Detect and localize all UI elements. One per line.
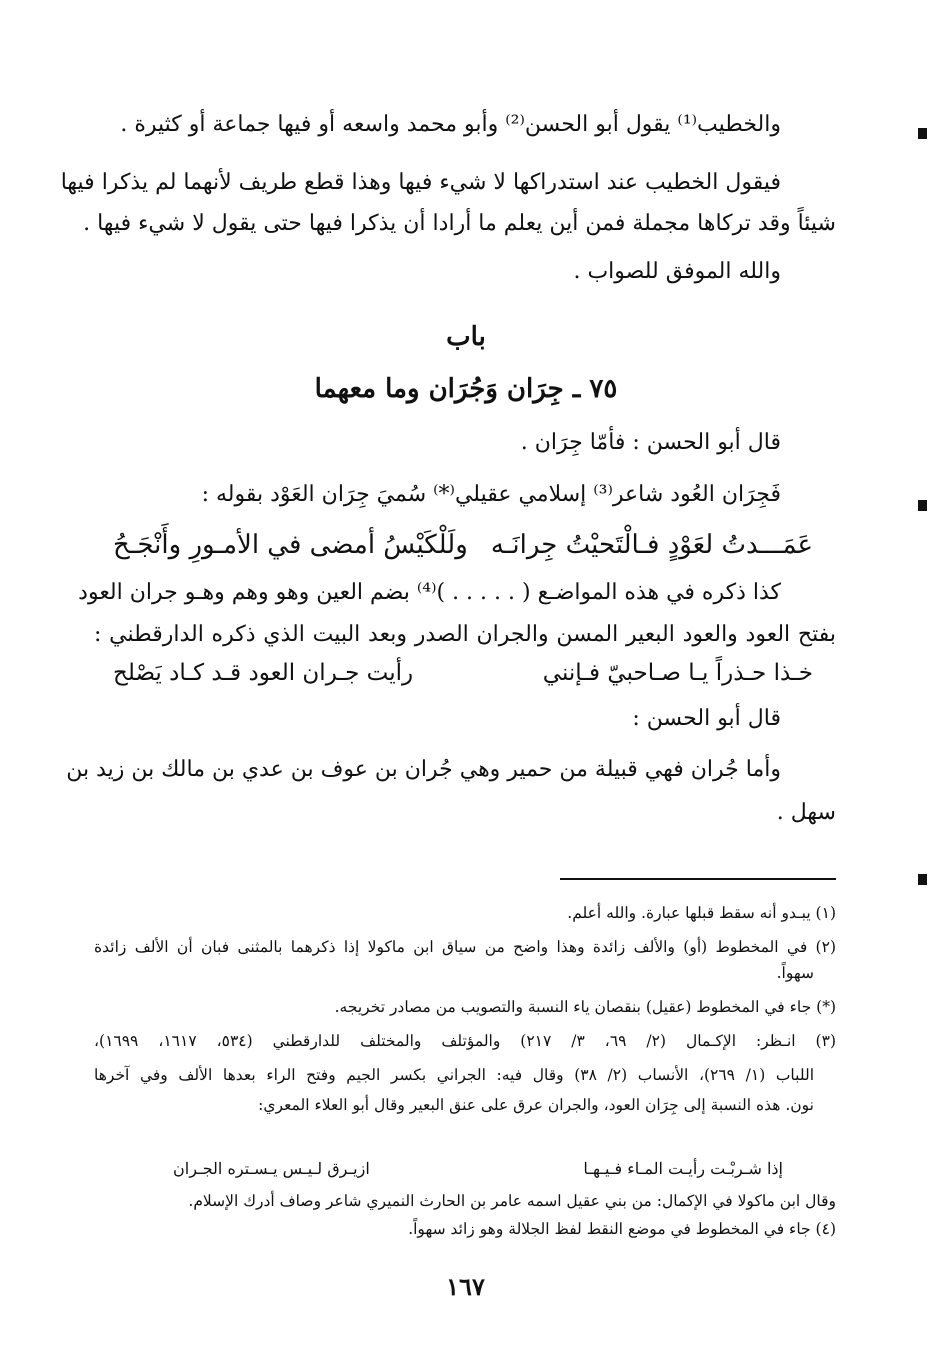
page-number: ١٦٧ [446, 1272, 485, 1301]
footnote-2: (٢) في المخطوط (أو) والألف زائدة وهذا واضح من سياق ابن ماكولا إذا ذكرهما بالمثنى فبان أن الألف زائدة [94, 938, 836, 956]
verse-1-first-hemistich: عَمَـــدتُ لعَوْدٍ فـالْتَحيْتُ جِرانَـه [490, 530, 813, 560]
section-title: ٧٥ ـ جِرَان وَجُرَان وما معهما [314, 374, 618, 404]
verse-2-first-hemistich: خـذا حـذراً يـا صـاحبيّ فـإنني [542, 660, 813, 686]
footnote-2-continuation: سهواً. [776, 964, 814, 982]
scan-edge-mark [918, 500, 927, 511]
footnote-verse-first-hemistich: إذا شـربْـت رأيـت المـاء فـيـهـا [583, 1159, 783, 1178]
entry-line-5: قال أبو الحسن : [632, 706, 781, 731]
verse-1-second-hemistich: ولَلْكَيْسُ أمضى في الأمـورِ وأَنْجَـحُ [113, 530, 468, 560]
footnote-star: (*) جاء في المخطوط (عقيل) بنقصان ياء النسبة والتصويب من مصادر تخريجه. [334, 998, 836, 1016]
entry-line-7: سهل . [776, 800, 836, 825]
entry-line-1: قال أبو الحسن : فأمّا جِرَان . [520, 430, 781, 455]
scan-edge-mark [918, 874, 927, 885]
footnote-verse [173, 1158, 783, 1180]
body-line-1: والخطيب⁽¹⁾ يقول أبو الحسن⁽²⁾ وأبو محمد واسعه أو فيها جماعة أو كثيرة . [120, 112, 781, 137]
entry-line-2: فَجِرَان العُود شاعر⁽³⁾ إسلامي عقيلي⁽*⁾ سُميَ جِرَان العَوْد بقوله : [201, 482, 781, 507]
footnote-verse-second-hemistich: ازيـرق لـيـس يـسـتره الجـران [173, 1159, 370, 1178]
section-label: باب [446, 322, 486, 352]
entry-line-3: كذا ذكره في هذه المواضـع ( . . . . . )⁽⁴⁾ بضم العين وهو وهم وهـو جران العود [78, 580, 781, 605]
verse-2-second-hemistich: رأيت جـران العود قـد كـاد يَصْلح [113, 660, 414, 686]
footnote-1: (١) يبـدو أنه سقط قبلها عبارة. والله أعلم. [567, 904, 836, 922]
footnote-3-line-4: وقال ابن ماكولا في الإكمال: من بني عقيل اسمه عامر بن الحارث النميري شاعر وصاف أدرك الإسلام. [188, 1192, 836, 1210]
body-line-2: فيقول الخطيب عند استدراكها لا شيء فيها وهذا قطع طريف لأنهما لم يذكرا فيها [60, 170, 781, 195]
body-line-3: شيئاً وقد تركاها مجملة فمن أين يعلم ما أرادا أن يذكرا فيها حتى يقول لا شيء فيها . [83, 211, 836, 236]
verse-1 [113, 528, 813, 562]
footnote-3: (٣) انـظر: الإكـمال (٢/ ٦٩، ٣/ ٢١٧) والمؤتلف والمختلف للدارقطني (٥٣٤، ١٦١٧، ١٦٩٩)، [94, 1032, 836, 1050]
scan-edge-mark [918, 128, 927, 139]
footnote-3-line-3: نون. هذه النسبة إلى جِرَان العود، والجران عرق على عنق البعير وقال أبو العلاء المعري: [258, 1096, 814, 1114]
footnote-4: (٤) جاء في المخطوط في موضع النقط لفظ الجلالة وهو زائد سهواً. [408, 1220, 836, 1238]
verse-2 [113, 656, 813, 690]
footnote-3-line-2: اللباب (١/ ٢٦٩)، الأنساب (٢/ ٣٨) وقال فيه: الجراني بكسر الجيم وفتح الراء بعدها الألف وفي آخرها [94, 1066, 814, 1084]
entry-line-6: وأما جُران فهي قبيلة من حمير وهي جُران بن عوف بن عدي بن مالك بن زيد بن [66, 757, 781, 782]
entry-line-4: بفتح العود والعود البعير المسن والجران الصدر وبعد البيت الذي ذكره الدارقطني : [94, 622, 836, 647]
body-line-4: والله الموفق للصواب . [573, 259, 781, 284]
footnote-separator [560, 878, 836, 880]
